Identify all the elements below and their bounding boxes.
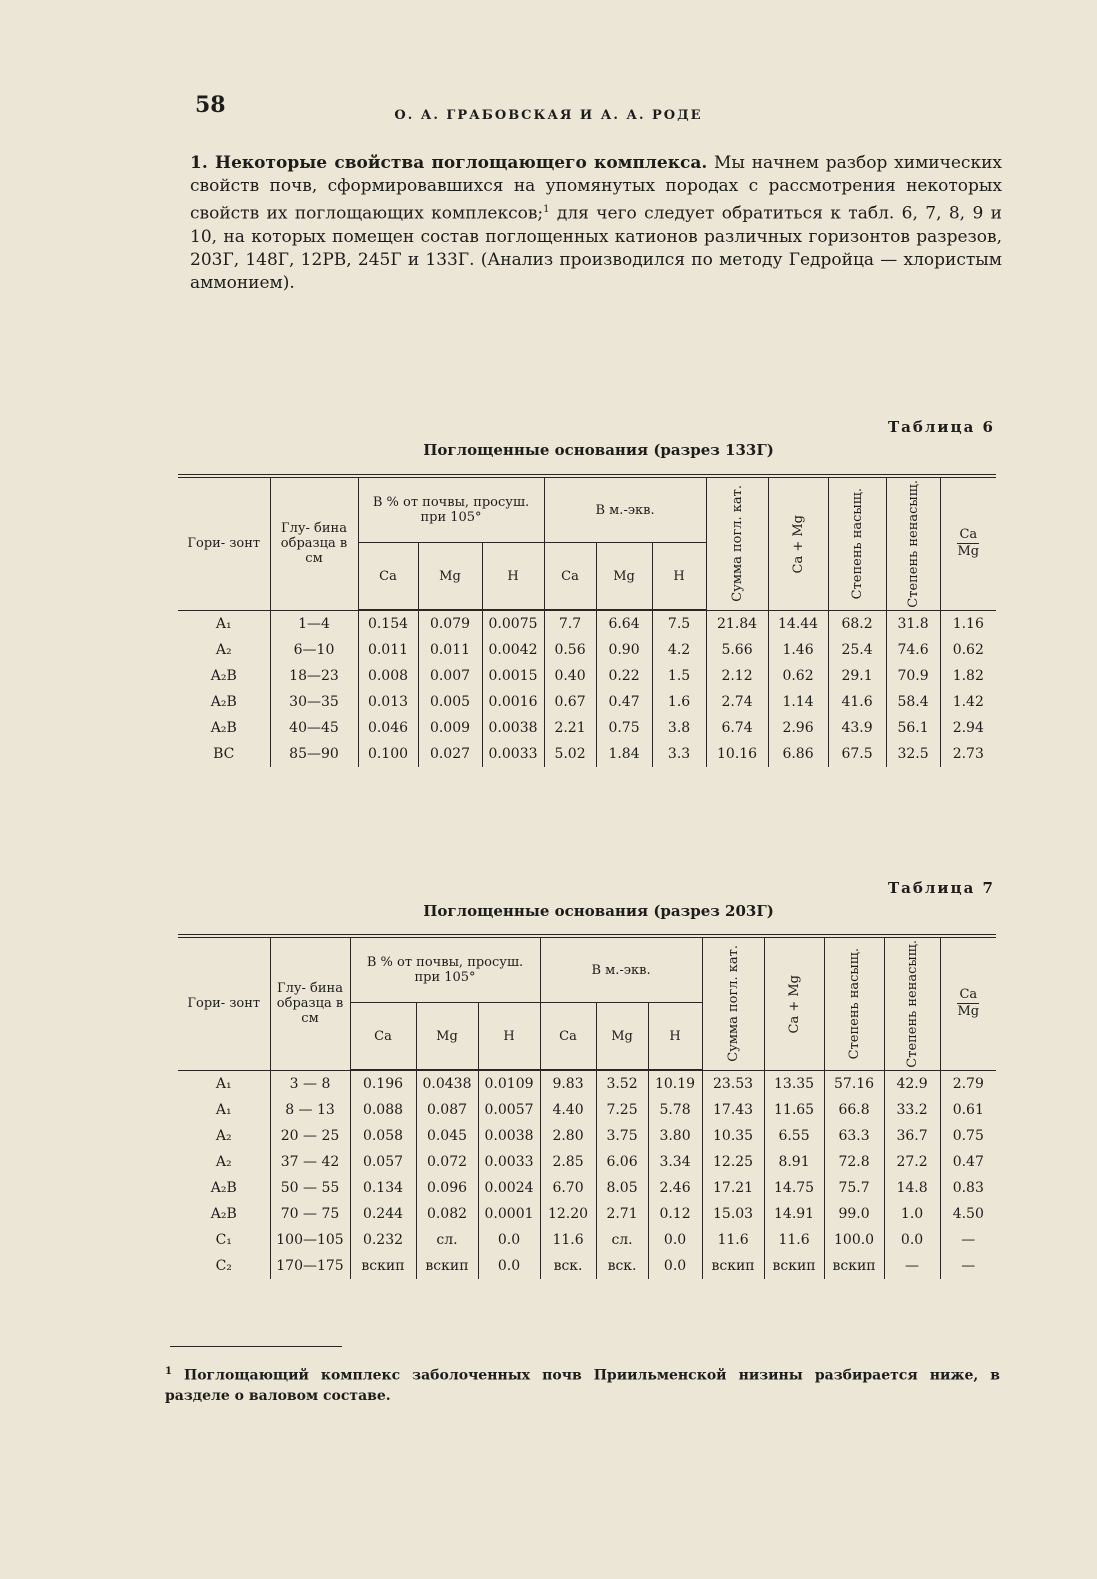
table-row bbox=[178, 1149, 996, 1175]
cell-h-meq: 2.46 bbox=[648, 1175, 702, 1201]
cell-mg-meq: 1.84 bbox=[596, 741, 652, 767]
col-saturation-label: Степень насыщ. bbox=[849, 488, 865, 600]
cell-mg-meq: 8.05 bbox=[596, 1175, 648, 1201]
col-h-meq: H bbox=[652, 543, 706, 611]
cell-camg: 13.35 bbox=[764, 1070, 824, 1097]
ratio-numerator: Ca bbox=[959, 527, 978, 543]
cell-h-pct: 0.0057 bbox=[478, 1097, 540, 1123]
intro-text-1: Мы начнем разбор химических свойств почв, сформировавшихся на упомянутых породах с рассмотрения некоторых свойств их поглощающих комплексов; bbox=[190, 153, 1002, 224]
cell-sat: 99.0 bbox=[824, 1201, 884, 1227]
col-ca-mg bbox=[768, 476, 828, 610]
cell-ca-meq: 0.40 bbox=[544, 663, 596, 689]
cell-ca-meq: 2.21 bbox=[544, 715, 596, 741]
footnote-mark: 1 bbox=[165, 1366, 172, 1377]
cell-ratio: 0.47 bbox=[940, 1149, 996, 1175]
cell-ca-pct: 0.232 bbox=[350, 1227, 416, 1253]
cell-mg-pct: 0.005 bbox=[418, 689, 482, 715]
intro-text-2: для чего следует обратиться к табл. 6, 7, 8, 9 и 10, на которых помещен состав поглощенных катионов различных горизонтов разрезов, 203Г, 148Г, 12РВ, 245Г и 133Г. (Анализ производился по методу Гедройца — хлористым аммонием). bbox=[190, 203, 1002, 293]
cell-camg: 2.96 bbox=[768, 715, 828, 741]
cell-horizon: A₂B bbox=[210, 1180, 237, 1197]
cell-camg: 0.62 bbox=[768, 663, 828, 689]
col-h-meq: H bbox=[648, 1003, 702, 1071]
cell-camg: 14.91 bbox=[764, 1201, 824, 1227]
cell-h-pct: 0.0 bbox=[478, 1227, 540, 1253]
col-sum bbox=[702, 936, 764, 1070]
cell-h-meq: 3.34 bbox=[648, 1149, 702, 1175]
cell-camg: 1.14 bbox=[768, 689, 828, 715]
cell-unsat: 58.4 bbox=[886, 689, 940, 715]
cell-depth: 8 — 13 bbox=[270, 1097, 350, 1123]
cell-h-pct: 0.0109 bbox=[478, 1070, 540, 1097]
table7-body bbox=[178, 1070, 996, 1279]
cell-mg-pct: 0.007 bbox=[418, 663, 482, 689]
cell-sum: 12.25 bbox=[702, 1149, 764, 1175]
cell-mg-meq: 6.64 bbox=[596, 610, 652, 637]
cell-ca-meq: 0.56 bbox=[544, 637, 596, 663]
table-row bbox=[178, 663, 996, 689]
cell-horizon: C₁ bbox=[215, 1232, 232, 1249]
cell-camg: вскип bbox=[764, 1253, 824, 1279]
footnote-divider bbox=[170, 1346, 342, 1347]
col-unsaturation bbox=[884, 936, 940, 1070]
table6-body bbox=[178, 610, 996, 767]
col-saturation-label: Степень насыщ. bbox=[846, 948, 862, 1060]
cell-h-meq: 1.5 bbox=[652, 663, 706, 689]
cell-mg-pct: 0.087 bbox=[416, 1097, 478, 1123]
ratio-fraction bbox=[957, 987, 979, 1020]
cell-depth: 3 — 8 bbox=[270, 1070, 350, 1097]
table-row bbox=[178, 1123, 996, 1149]
col-depth: Глу- бина образца в см bbox=[270, 476, 358, 610]
cell-unsat: 31.8 bbox=[886, 610, 940, 637]
cell-camg: 14.44 bbox=[768, 610, 828, 637]
cell-ca-meq: 2.80 bbox=[540, 1123, 596, 1149]
cell-sum: 23.53 bbox=[702, 1070, 764, 1097]
cell-h-pct: 0.0038 bbox=[478, 1123, 540, 1149]
cell-mg-meq: 0.47 bbox=[596, 689, 652, 715]
cell-unsat: 27.2 bbox=[884, 1149, 940, 1175]
cell-mg-meq: сл. bbox=[596, 1227, 648, 1253]
cell-h-meq: 4.2 bbox=[652, 637, 706, 663]
col-saturation bbox=[828, 476, 886, 610]
col-ca-mg-label: Ca + Mg bbox=[790, 514, 806, 574]
table-row bbox=[178, 610, 996, 637]
col-group-percent: В % от почвы, просуш. при 105° bbox=[350, 936, 540, 1003]
cell-ca-pct: 0.154 bbox=[358, 610, 418, 637]
cell-sum: 21.84 bbox=[706, 610, 768, 637]
col-horizon: Гори- зонт bbox=[178, 936, 270, 1070]
cell-unsat: 74.6 bbox=[886, 637, 940, 663]
col-unsaturation bbox=[886, 476, 940, 610]
col-mg-meq: Mg bbox=[596, 1003, 648, 1071]
cell-depth: 18—23 bbox=[270, 663, 358, 689]
cell-unsat: 1.0 bbox=[884, 1201, 940, 1227]
cell-sat: вскип bbox=[824, 1253, 884, 1279]
table6-label: Таблица 6 bbox=[887, 418, 995, 436]
cell-ca-meq: 7.7 bbox=[544, 610, 596, 637]
cell-mg-meq: 0.22 bbox=[596, 663, 652, 689]
col-ca-meq: Ca bbox=[544, 543, 596, 611]
cell-unsat: 32.5 bbox=[886, 741, 940, 767]
cell-horizon: C₂ bbox=[215, 1258, 232, 1275]
cell-unsat: 36.7 bbox=[884, 1123, 940, 1149]
cell-camg: 8.91 bbox=[764, 1149, 824, 1175]
cell-camg: 6.55 bbox=[764, 1123, 824, 1149]
cell-h-meq: 3.8 bbox=[652, 715, 706, 741]
cell-sum: вскип bbox=[702, 1253, 764, 1279]
cell-sat: 67.5 bbox=[828, 741, 886, 767]
cell-h-pct: 0.0 bbox=[478, 1253, 540, 1279]
cell-ca-pct: 0.088 bbox=[350, 1097, 416, 1123]
table-row bbox=[178, 1097, 996, 1123]
page-number: 58 bbox=[195, 92, 226, 118]
col-ca-mg-label: Ca + Mg bbox=[786, 974, 802, 1034]
cell-camg: 11.6 bbox=[764, 1227, 824, 1253]
col-saturation bbox=[824, 936, 884, 1070]
table-row bbox=[178, 637, 996, 663]
cell-unsat: 42.9 bbox=[884, 1070, 940, 1097]
cell-mg-pct: сл. bbox=[416, 1227, 478, 1253]
cell-unsat: 70.9 bbox=[886, 663, 940, 689]
cell-sat: 72.8 bbox=[824, 1149, 884, 1175]
cell-sat: 75.7 bbox=[824, 1175, 884, 1201]
cell-depth: 40—45 bbox=[270, 715, 358, 741]
col-h-pct: H bbox=[482, 543, 544, 611]
cell-h-meq: 5.78 bbox=[648, 1097, 702, 1123]
col-mg-meq: Mg bbox=[596, 543, 652, 611]
cell-ratio: 2.79 bbox=[940, 1070, 996, 1097]
cell-h-meq: 7.5 bbox=[652, 610, 706, 637]
cell-unsat: 14.8 bbox=[884, 1175, 940, 1201]
cell-sat: 68.2 bbox=[828, 610, 886, 637]
cell-h-pct: 0.0033 bbox=[478, 1149, 540, 1175]
table7-label: Таблица 7 bbox=[887, 879, 995, 897]
cell-mg-meq: 7.25 bbox=[596, 1097, 648, 1123]
cell-ca-pct: 0.008 bbox=[358, 663, 418, 689]
cell-mg-pct: 0.011 bbox=[418, 637, 482, 663]
cell-horizon: A₁ bbox=[215, 615, 232, 632]
footnote-text: Поглощающий комплекс заболоченных почв Приильменской низины разбирается ниже, в разделе о валовом составе. bbox=[165, 1367, 1000, 1404]
cell-horizon: A₂ bbox=[215, 1154, 232, 1171]
col-mg-pct: Mg bbox=[418, 543, 482, 611]
cell-h-pct: 0.0024 bbox=[478, 1175, 540, 1201]
cell-ca-meq: 9.83 bbox=[540, 1070, 596, 1097]
col-ratio bbox=[940, 936, 996, 1070]
cell-ratio: 0.75 bbox=[940, 1123, 996, 1149]
cell-mg-pct: 0.045 bbox=[416, 1123, 478, 1149]
col-ca-pct: Ca bbox=[358, 543, 418, 611]
table-row bbox=[178, 715, 996, 741]
cell-camg: 14.75 bbox=[764, 1175, 824, 1201]
cell-mg-pct: 0.0438 bbox=[416, 1070, 478, 1097]
cell-mg-meq: 3.75 bbox=[596, 1123, 648, 1149]
ratio-denominator: Mg bbox=[957, 544, 980, 560]
cell-ca-meq: 4.40 bbox=[540, 1097, 596, 1123]
cell-h-meq: 3.80 bbox=[648, 1123, 702, 1149]
cell-sat: 57.16 bbox=[824, 1070, 884, 1097]
col-sum bbox=[706, 476, 768, 610]
cell-ca-pct: 0.244 bbox=[350, 1201, 416, 1227]
cell-horizon: A₂ bbox=[215, 642, 232, 659]
cell-depth: 37 — 42 bbox=[270, 1149, 350, 1175]
cell-depth: 30—35 bbox=[270, 689, 358, 715]
cell-mg-pct: 0.079 bbox=[418, 610, 482, 637]
cell-h-meq: 0.0 bbox=[648, 1253, 702, 1279]
cell-depth: 50 — 55 bbox=[270, 1175, 350, 1201]
cell-depth: 85—90 bbox=[270, 741, 358, 767]
cell-h-pct: 0.0001 bbox=[478, 1201, 540, 1227]
cell-horizon: A₂B bbox=[210, 1206, 237, 1223]
cell-depth: 170—175 bbox=[270, 1253, 350, 1279]
cell-ca-meq: вск. bbox=[540, 1253, 596, 1279]
col-unsaturation-label: Степень ненасыщ. bbox=[905, 480, 921, 608]
cell-ratio: 1.16 bbox=[940, 610, 996, 637]
cell-unsat: 56.1 bbox=[886, 715, 940, 741]
cell-h-meq: 3.3 bbox=[652, 741, 706, 767]
col-ratio bbox=[940, 476, 996, 610]
cell-horizon: A₁ bbox=[215, 1102, 232, 1119]
ratio-denominator: Mg bbox=[957, 1004, 980, 1020]
cell-mg-pct: 0.009 bbox=[418, 715, 482, 741]
cell-ca-meq: 2.85 bbox=[540, 1149, 596, 1175]
cell-ratio: 1.82 bbox=[940, 663, 996, 689]
cell-ratio: 0.83 bbox=[940, 1175, 996, 1201]
cell-depth: 6—10 bbox=[270, 637, 358, 663]
cell-ca-pct: 0.013 bbox=[358, 689, 418, 715]
ratio-fraction bbox=[957, 527, 979, 560]
col-depth: Глу- бина образца в см bbox=[270, 936, 350, 1070]
table7 bbox=[178, 934, 996, 1279]
cell-sum: 2.12 bbox=[706, 663, 768, 689]
section-lead: 1. Некоторые свойства поглощающего комплекса. bbox=[190, 153, 708, 173]
cell-mg-meq: 6.06 bbox=[596, 1149, 648, 1175]
cell-mg-meq: 0.90 bbox=[596, 637, 652, 663]
table-row bbox=[178, 689, 996, 715]
col-sum-label: Сумма погл. кат. bbox=[729, 485, 745, 603]
cell-h-pct: 0.0033 bbox=[482, 741, 544, 767]
cell-mg-meq: 3.52 bbox=[596, 1070, 648, 1097]
table6 bbox=[178, 474, 996, 767]
cell-ca-meq: 6.70 bbox=[540, 1175, 596, 1201]
cell-sum: 17.43 bbox=[702, 1097, 764, 1123]
col-sum-label: Сумма погл. кат. bbox=[725, 945, 741, 1063]
cell-ca-pct: 0.011 bbox=[358, 637, 418, 663]
cell-sat: 25.4 bbox=[828, 637, 886, 663]
cell-h-pct: 0.0038 bbox=[482, 715, 544, 741]
table-row bbox=[178, 1227, 996, 1253]
cell-ca-pct: вскип bbox=[350, 1253, 416, 1279]
cell-camg: 6.86 bbox=[768, 741, 828, 767]
cell-sat: 66.8 bbox=[824, 1097, 884, 1123]
cell-sum: 17.21 bbox=[702, 1175, 764, 1201]
cell-h-meq: 0.0 bbox=[648, 1227, 702, 1253]
cell-mg-pct: 0.072 bbox=[416, 1149, 478, 1175]
ratio-numerator: Ca bbox=[959, 987, 978, 1003]
cell-depth: 70 — 75 bbox=[270, 1201, 350, 1227]
table-row bbox=[178, 1253, 996, 1279]
cell-sum: 11.6 bbox=[702, 1227, 764, 1253]
cell-sat: 63.3 bbox=[824, 1123, 884, 1149]
table-row bbox=[178, 1175, 996, 1201]
cell-ratio: 0.62 bbox=[940, 637, 996, 663]
table-row bbox=[178, 1201, 996, 1227]
table-row bbox=[178, 1070, 996, 1097]
table6-caption: Поглощенные основания (разрез 133Г) bbox=[423, 441, 774, 459]
cell-mg-pct: вскип bbox=[416, 1253, 478, 1279]
intro-paragraph bbox=[190, 152, 1002, 295]
cell-horizon: A₂B bbox=[210, 720, 237, 737]
cell-h-meq: 1.6 bbox=[652, 689, 706, 715]
cell-mg-meq: вск. bbox=[596, 1253, 648, 1279]
cell-sum: 5.66 bbox=[706, 637, 768, 663]
cell-horizon: A₂B bbox=[210, 694, 237, 711]
table7-caption: Поглощенные основания (разрез 203Г) bbox=[423, 902, 774, 920]
cell-camg: 11.65 bbox=[764, 1097, 824, 1123]
cell-sat: 41.6 bbox=[828, 689, 886, 715]
cell-mg-pct: 0.096 bbox=[416, 1175, 478, 1201]
col-horizon: Гори- зонт bbox=[178, 476, 270, 610]
cell-h-meq: 10.19 bbox=[648, 1070, 702, 1097]
cell-ca-pct: 0.100 bbox=[358, 741, 418, 767]
cell-ratio: 2.73 bbox=[940, 741, 996, 767]
cell-camg: 1.46 bbox=[768, 637, 828, 663]
col-group-meq: В м.-экв. bbox=[540, 936, 702, 1003]
cell-ratio: 4.50 bbox=[940, 1201, 996, 1227]
cell-depth: 20 — 25 bbox=[270, 1123, 350, 1149]
footnote bbox=[165, 1362, 1000, 1406]
cell-ca-pct: 0.058 bbox=[350, 1123, 416, 1149]
cell-h-pct: 0.0075 bbox=[482, 610, 544, 637]
cell-sum: 6.74 bbox=[706, 715, 768, 741]
cell-mg-pct: 0.082 bbox=[416, 1201, 478, 1227]
cell-ratio: — bbox=[940, 1227, 996, 1253]
cell-unsat: — bbox=[884, 1253, 940, 1279]
cell-horizon: A₂ bbox=[215, 1128, 232, 1145]
cell-ratio: 1.42 bbox=[940, 689, 996, 715]
cell-depth: 100—105 bbox=[270, 1227, 350, 1253]
cell-ratio: 0.61 bbox=[940, 1097, 996, 1123]
col-group-meq: В м.-экв. bbox=[544, 476, 706, 543]
cell-ca-pct: 0.046 bbox=[358, 715, 418, 741]
cell-sum: 10.16 bbox=[706, 741, 768, 767]
cell-h-pct: 0.0015 bbox=[482, 663, 544, 689]
col-ca-meq: Ca bbox=[540, 1003, 596, 1071]
col-ca-pct: Ca bbox=[350, 1003, 416, 1071]
col-unsaturation-label: Степень ненасыщ. bbox=[904, 940, 920, 1068]
running-title: О. А. ГРАБОВСКАЯ И А. А. РОДЕ bbox=[394, 108, 703, 123]
cell-unsat: 33.2 bbox=[884, 1097, 940, 1123]
cell-ca-meq: 12.20 bbox=[540, 1201, 596, 1227]
cell-mg-pct: 0.027 bbox=[418, 741, 482, 767]
cell-mg-meq: 2.71 bbox=[596, 1201, 648, 1227]
cell-ca-meq: 5.02 bbox=[544, 741, 596, 767]
cell-h-meq: 0.12 bbox=[648, 1201, 702, 1227]
cell-ratio: — bbox=[940, 1253, 996, 1279]
cell-depth: 1—4 bbox=[270, 610, 358, 637]
cell-ca-meq: 0.67 bbox=[544, 689, 596, 715]
footnote-ref: 1 bbox=[543, 204, 550, 215]
cell-unsat: 0.0 bbox=[884, 1227, 940, 1253]
col-group-percent: В % от почвы, просуш. при 105° bbox=[358, 476, 544, 543]
cell-sat: 43.9 bbox=[828, 715, 886, 741]
cell-sum: 10.35 bbox=[702, 1123, 764, 1149]
cell-ca-pct: 0.134 bbox=[350, 1175, 416, 1201]
table-row bbox=[178, 741, 996, 767]
cell-ratio: 2.94 bbox=[940, 715, 996, 741]
cell-sum: 15.03 bbox=[702, 1201, 764, 1227]
cell-horizon: BC bbox=[213, 746, 235, 763]
cell-ca-pct: 0.196 bbox=[350, 1070, 416, 1097]
cell-h-pct: 0.0016 bbox=[482, 689, 544, 715]
cell-mg-meq: 0.75 bbox=[596, 715, 652, 741]
cell-sat: 29.1 bbox=[828, 663, 886, 689]
cell-horizon: A₂B bbox=[210, 668, 237, 685]
cell-sum: 2.74 bbox=[706, 689, 768, 715]
cell-ca-meq: 11.6 bbox=[540, 1227, 596, 1253]
cell-horizon: A₁ bbox=[215, 1075, 232, 1092]
cell-h-pct: 0.0042 bbox=[482, 637, 544, 663]
cell-sat: 100.0 bbox=[824, 1227, 884, 1253]
cell-ca-pct: 0.057 bbox=[350, 1149, 416, 1175]
col-ca-mg bbox=[764, 936, 824, 1070]
col-h-pct: H bbox=[478, 1003, 540, 1071]
col-mg-pct: Mg bbox=[416, 1003, 478, 1071]
